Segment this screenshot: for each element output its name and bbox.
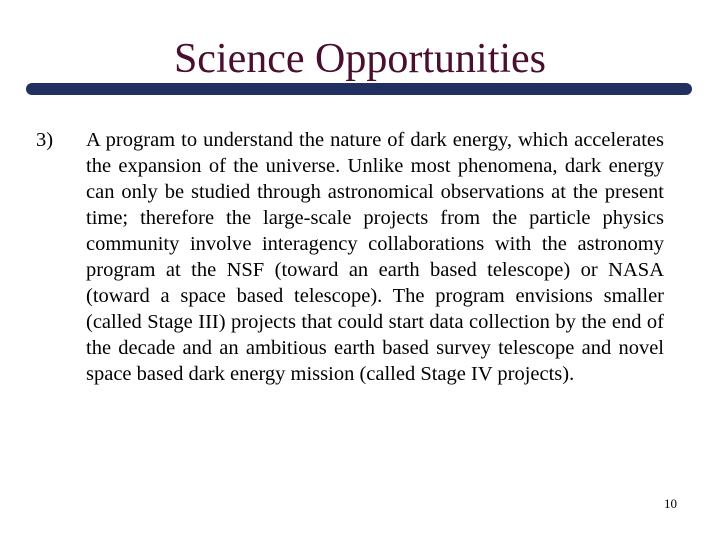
page-number: 10 bbox=[664, 496, 677, 511]
title-underline-bar bbox=[26, 83, 692, 95]
list-item-number: 3) bbox=[36, 129, 54, 151]
list-item-text: A program to understand the nature of dark energy, which accelerates the expansion of the universe. Unlike most phenomena, dark energy can only be studied through astronomical observations at the present time; therefore the large-scale projects from the particle physics community involve interagency collaborations with the astronomy program at the NSF (toward an earth based telescope) or NASA (toward a space based telescope). The program envisions smaller (called Stage III) projects that could start data collection by the end of the decade and an ambitious earth based survey telescope and novel space based dark energy mission (called Stage IV projects). bbox=[86, 129, 664, 385]
slide-title: Science Opportunities bbox=[173, 36, 547, 82]
